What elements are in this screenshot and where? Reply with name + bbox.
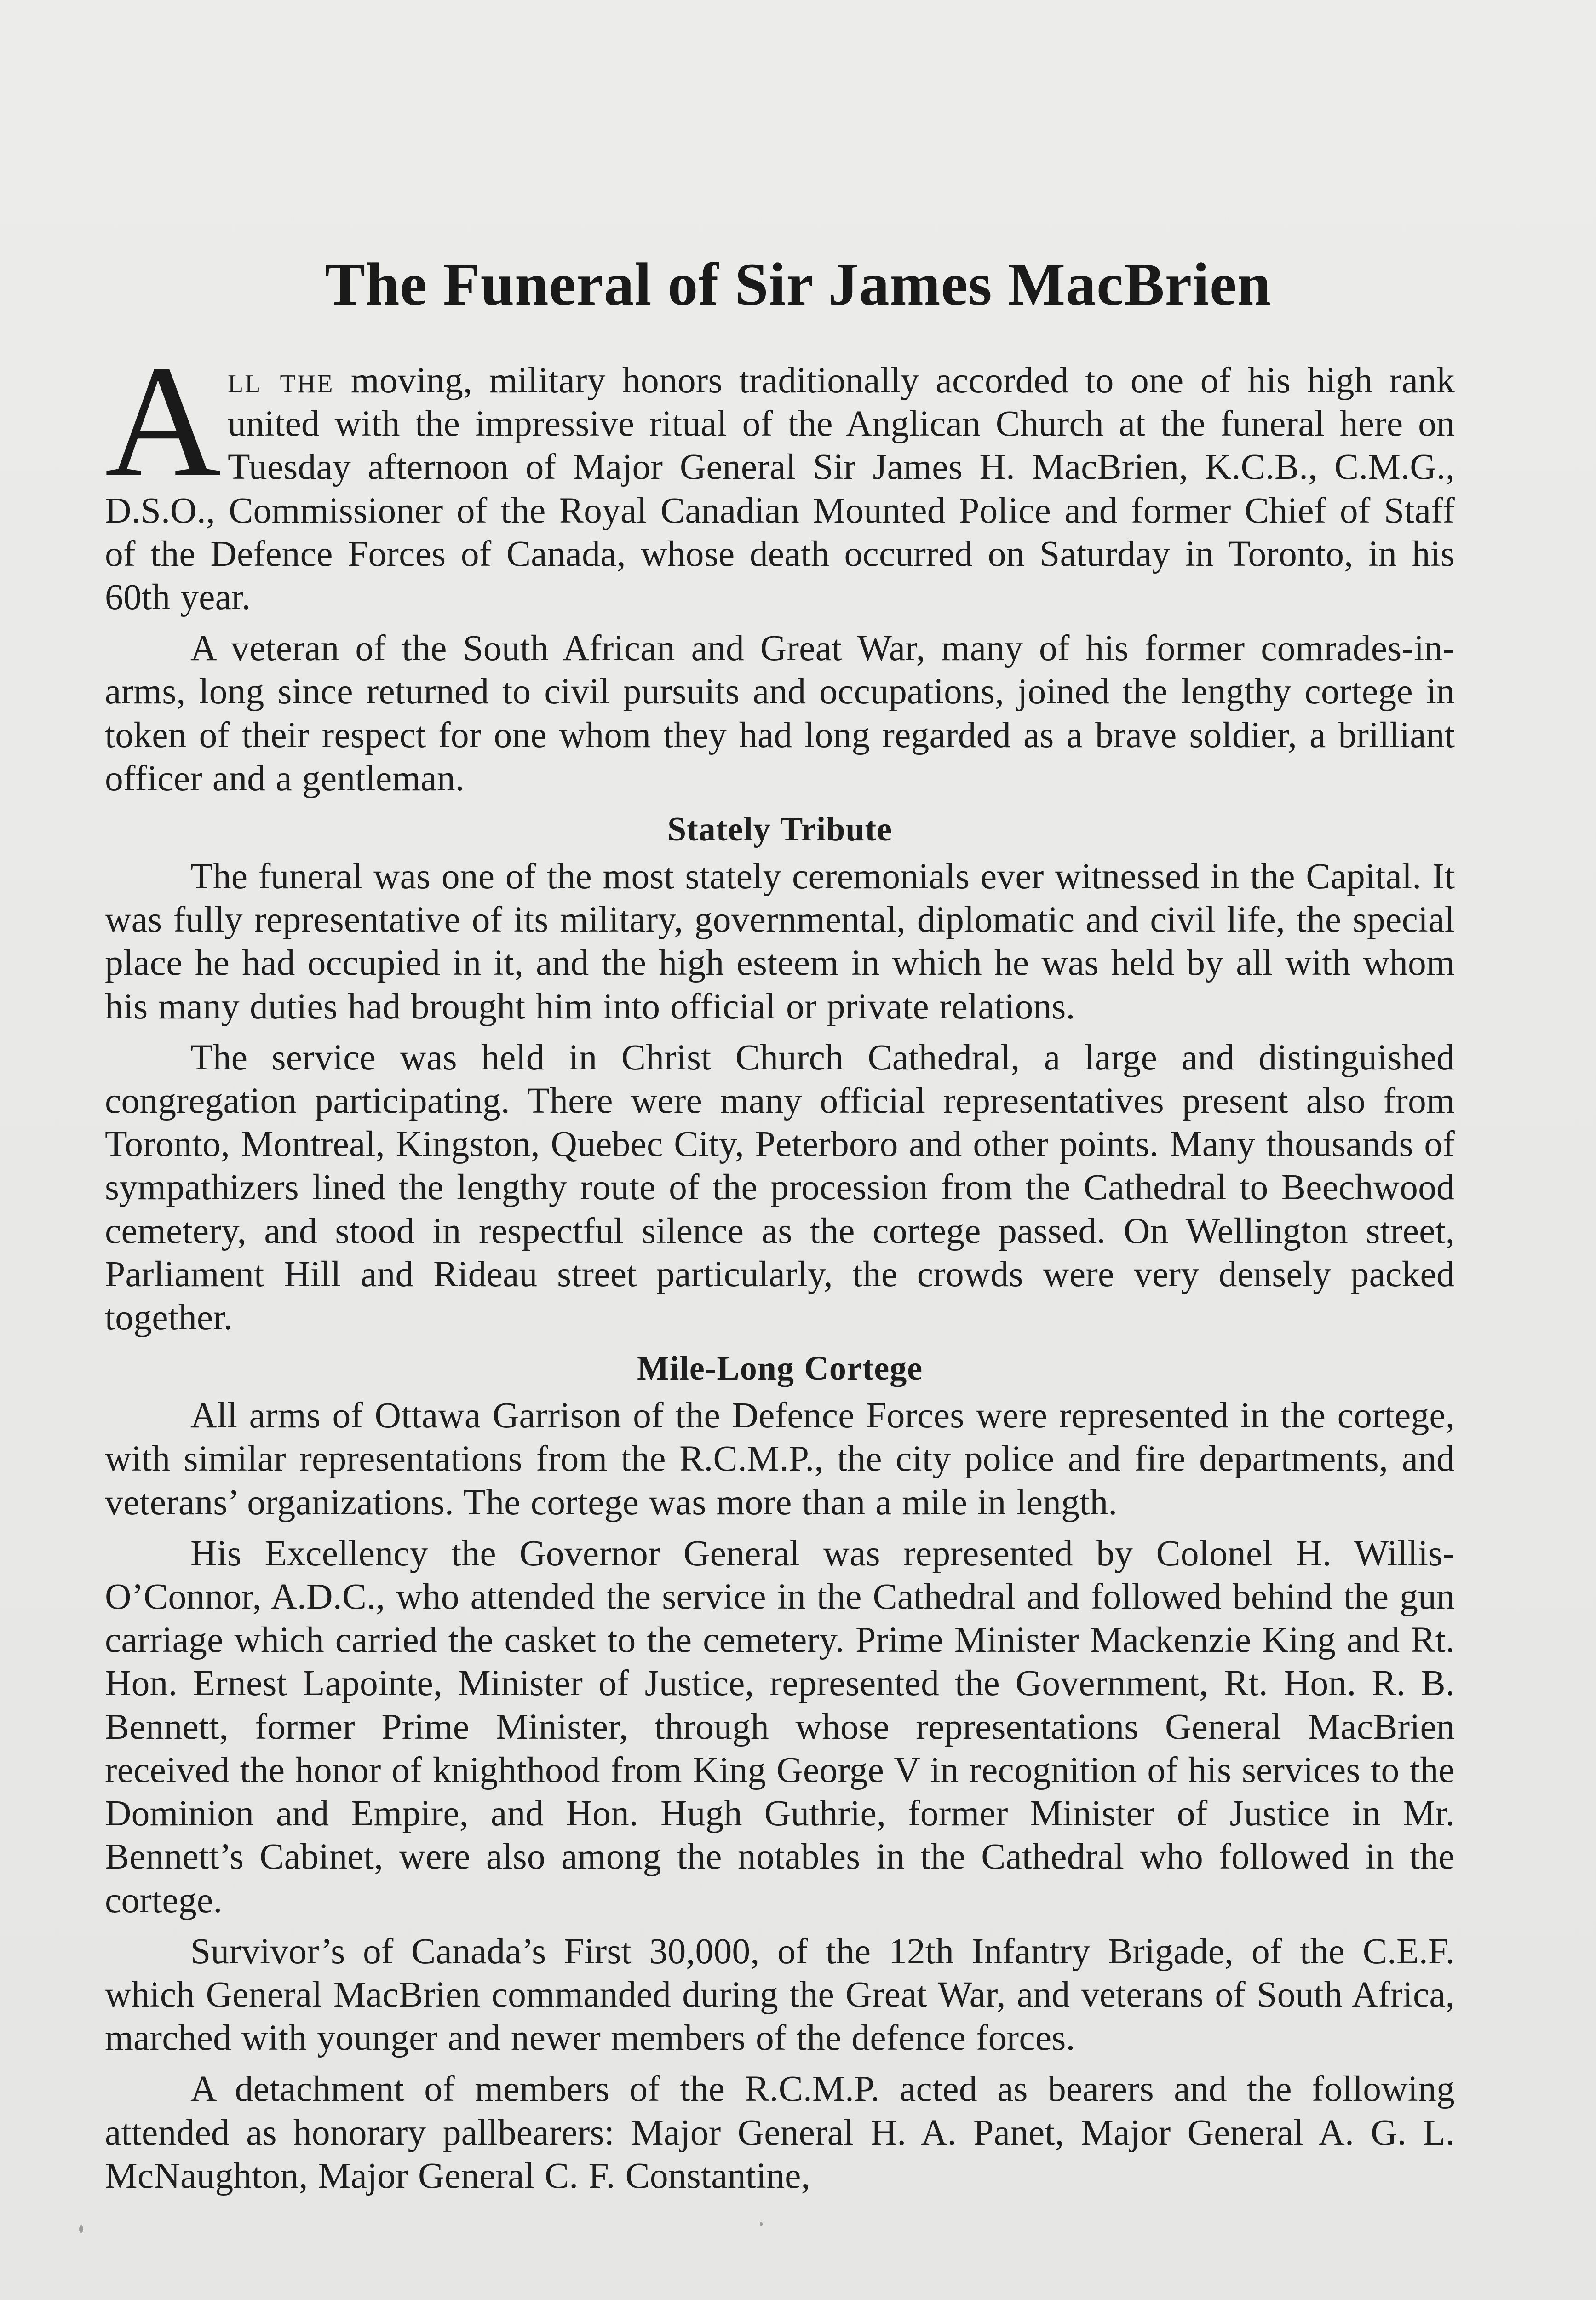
article-body xyxy=(105,332,1455,2205)
paper-speck xyxy=(79,2225,83,2233)
page-title: The Funeral of Sir James MacBrien xyxy=(325,250,1271,318)
intro-paragraph xyxy=(105,332,1455,619)
paper-speck xyxy=(760,2222,763,2226)
paragraph-garrison: All arms of Ottawa Garrison of the Defence Forces were represented in the cortege, with similar representations from the R.C.M.P., the city police and fire departments, and veterans’ organizations. The cortege was more than a mile in length. xyxy=(105,1395,1455,1523)
section-heading-stately-tribute: Stately Tribute xyxy=(667,811,893,849)
drop-cap: A xyxy=(105,332,221,510)
paragraph-governor-general: His Excellency the Governor General was represented by Colonel H. Willis-O’Connor, A.D.C., who attended the service in the Cathedral and followed behind the gun carriage which carried the casket to the cemetery. Prime Minister Mackenzie King and Rt. Hon. Ernest Lapointe, Minister of Justice, represented the Government, Rt. Hon. R. B. Bennett, former Prime Minister, through whose representations General MacBrien received the honor of knighthood from King George V in recognition of his services to the Dominion and Empire, and Hon. Hugh Guthrie, former Minister of Justice in Mr. Bennett’s Cabinet, were also among the notables in the Cathedral who followed in the cortege. xyxy=(105,1533,1455,1920)
paragraph-pallbearers: A detachment of members of the R.C.M.P. acted as bearers and the following attended as honorary pallbearers: Major General H. A. Panet, Major General A. G. L. McNaughton, Major General C. F. Constantine, xyxy=(105,2069,1455,2196)
paragraph-survivors: Survivor’s of Canada’s First 30,000, of the 12th Infantry Brigade, of the C.E.F. which General MacBrien commanded during the Great War, and veterans of South Africa, marched with younger and newer members of the defence forces. xyxy=(105,1931,1455,2058)
paragraph-veteran: A veteran of the South African and Great War, many of his former comrades-in-arms, long since returned to civil pursuits and occupations, joined the lengthy cortege in token of their respect for one whom they had long regarded as a brave soldier, a brilliant officer and a gentleman. xyxy=(105,628,1455,799)
section-heading-mile-long-cortege: Mile-Long Cortege xyxy=(637,1350,923,1388)
intro-small-caps: ll the xyxy=(227,360,334,401)
intro-text: moving, military honors traditionally accorded to one of his high rank united with the impressive ritual of the Anglican Church at the funeral here on Tuesday afternoon of Major General Sir James H. MacBrien, K.C.B., C.M.G., D.S.O., Commissioner of the Royal Canadian Mounted Police and former Chief of Staff of the Defence Forces of Canada, whose death occurred on Saturday in Toronto, in his 60th year. xyxy=(105,360,1455,618)
paragraph-service: The service was held in Christ Church Cathedral, a large and distinguished congregation participating. There were many official representatives present also from Toronto, Montreal, Kingston, Quebec City, Peterboro and other points. Many thousands of sympathizers lined the lengthy route of the procession from the Cathedral to Beechwood cemetery, and stood in respectful silence as the cortege passed. On Wellington street, Parliament Hill and Rideau street particularly, the crowds were very densely packed together. xyxy=(105,1037,1455,1338)
paragraph-funeral: The funeral was one of the most stately ceremonials ever witnessed in the Capital. It was fully representative of its military, governmental, diplomatic and civil life, the special place he had occupied in it, and the high esteem in which he was held by all with whom his many duties had brought him into official or private relations. xyxy=(105,856,1455,1027)
